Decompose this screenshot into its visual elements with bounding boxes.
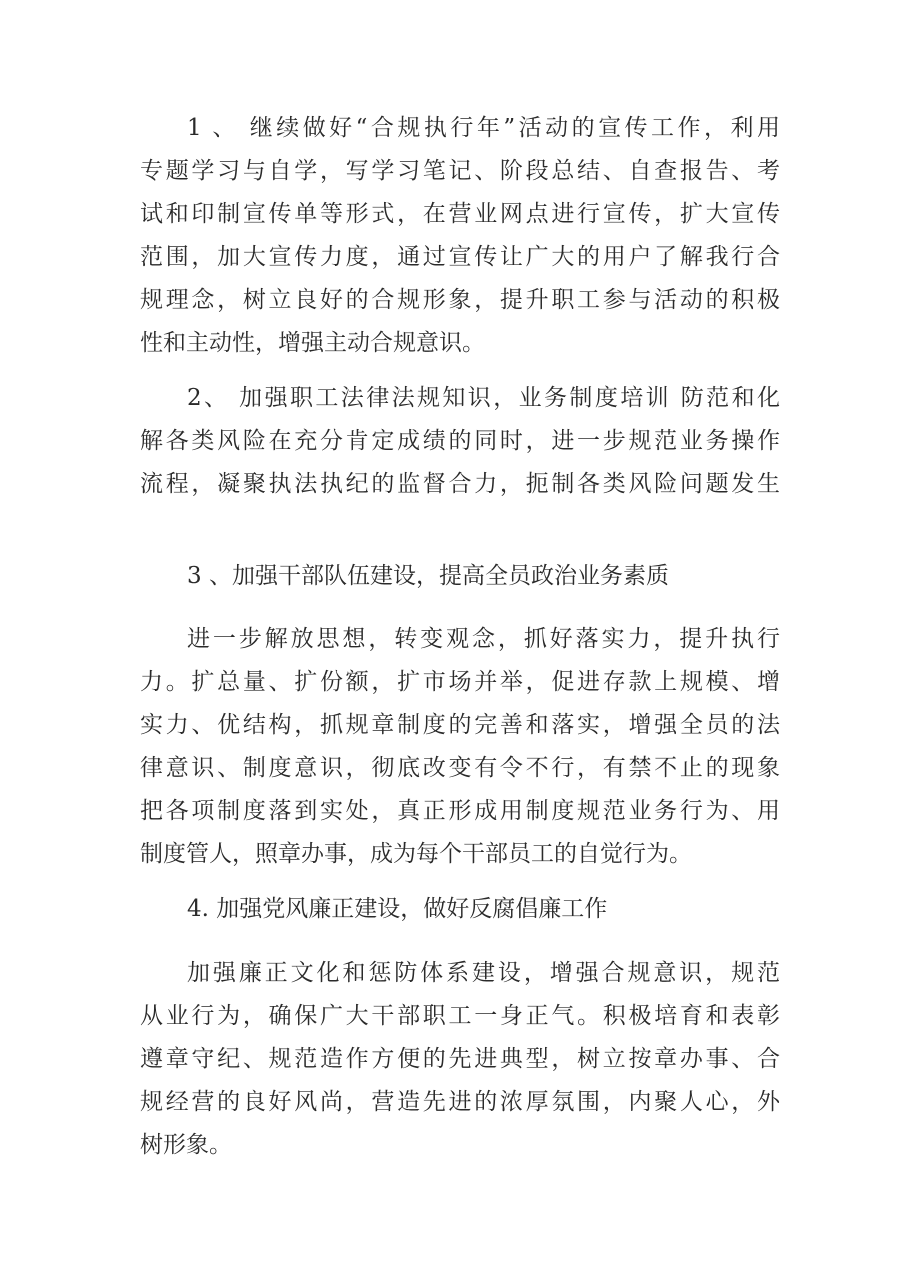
para1-line-2: 专题学习与自学，写学习笔记、阶段总结、自查报告、考 xyxy=(140,158,780,184)
para4-line-1: 加强廉正文化和惩防体系建设，增强合规意识，规范 xyxy=(187,960,780,986)
section-heading-4: 4. 加强党风廉正建设，做好反腐倡廉工作 xyxy=(187,896,608,922)
para3-line-2: 力。扩总量、扩份额，扩市场并举，促进存款上规模、增 xyxy=(140,669,780,695)
para3-line-1: 进一步解放思想，转变观念，抓好落实力，提升执行 xyxy=(187,626,780,652)
para1-line-1: 1 、 继续做好“合规执行年”活动的宣传工作，利用 xyxy=(187,115,780,141)
para1-line-4: 范围，加大宣传力度，通过宣传让广大的用户了解我行合 xyxy=(140,244,780,270)
para1-line-3: 试和印制宣传单等形式，在营业网点进行宣传，扩大宣传 xyxy=(140,201,780,227)
section-heading-3: 3 、加强干部队伍建设，提高全员政治业务素质 xyxy=(187,563,669,589)
para4-line-3: 遵章守纪、规范造作方便的先进典型，树立按章办事、合 xyxy=(140,1046,780,1072)
para3-line-3: 实力、优结构，抓规章制度的完善和落实，增强全员的法 xyxy=(140,712,780,738)
para1-line-6: 性和主动性，增强主动合规意识。 xyxy=(140,330,485,356)
para3-line-5: 把各项制度落到实处，真正形成用制度规范业务行为、用 xyxy=(140,798,780,824)
para2-line-1: 2、 加强职工法律法规知识，业务制度培训 防范和化 xyxy=(187,385,780,411)
para4-line-2: 从业行为，确保广大干部职工一身正气。积极培育和表彰 xyxy=(140,1003,780,1029)
para2-line-3: 流程，凝聚执法执纪的监督合力，扼制各类风险问题发生 xyxy=(140,471,780,497)
para4-line-5: 树形象。 xyxy=(140,1132,232,1158)
para4-line-4: 规经营的良好风尚，营造先进的浓厚氛围，内聚人心，外 xyxy=(140,1089,780,1115)
para3-line-6: 制度管人，照章办事，成为每个干部员工的自觉行为。 xyxy=(140,841,692,867)
para3-line-4: 律意识、制度意识，彻底改变有令不行，有禁不止的现象 xyxy=(140,755,780,781)
para1-line-5: 规理念，树立良好的合规形象，提升职工参与活动的积极 xyxy=(140,287,780,313)
para2-line-2: 解各类风险在充分肯定成绩的同时，进一步规范业务操作 xyxy=(140,428,780,454)
